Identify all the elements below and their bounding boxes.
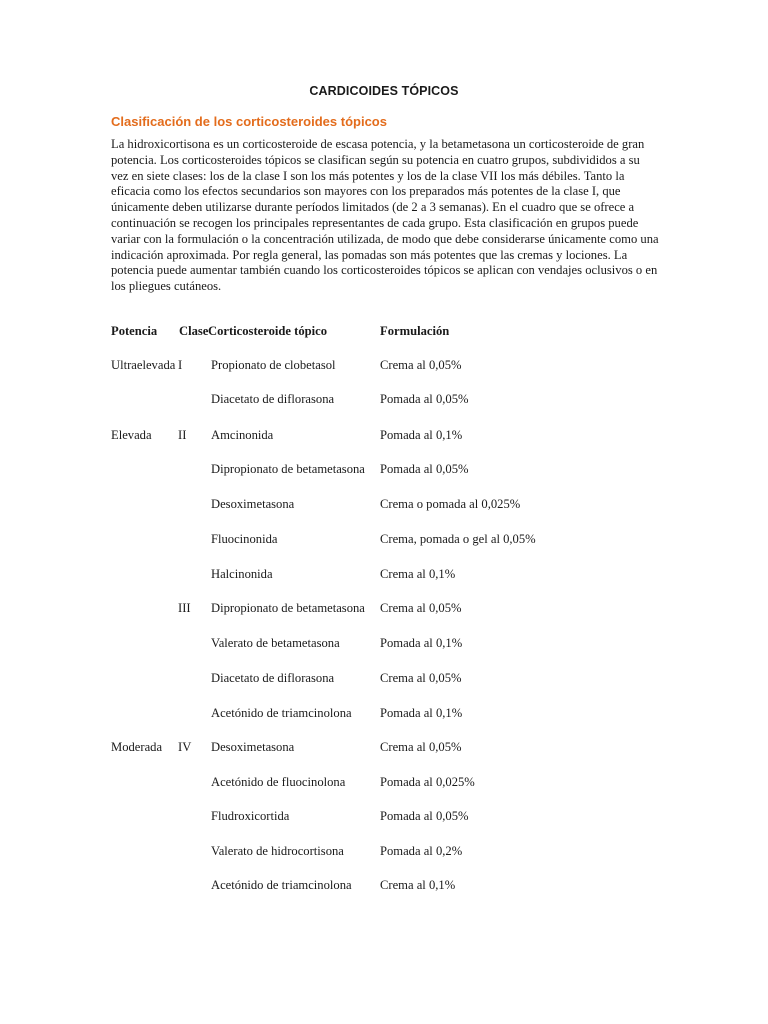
cell-clase: IV <box>178 740 192 754</box>
header-formulacion: Formulación <box>380 324 450 338</box>
table-row <box>111 390 671 408</box>
table-row <box>111 842 671 860</box>
document-title: CARDICOIDES TÓPICOS <box>309 84 459 98</box>
cell-corticosteroide: Fluocinonida <box>211 532 278 546</box>
cell-potencia: Elevada <box>111 428 152 442</box>
cell-corticosteroide: Dipropionato de betametasona <box>211 601 365 615</box>
cell-formulacion: Crema, pomada o gel al 0,05% <box>380 532 536 546</box>
header-corticosteroide: Corticosteroide tópico <box>208 324 328 338</box>
table-row <box>111 565 671 583</box>
cell-corticosteroide: Desoximetasona <box>211 740 295 754</box>
cell-clase: II <box>178 428 187 442</box>
cell-formulacion: Pomada al 0,1% <box>380 636 463 650</box>
cell-formulacion: Pomada al 0,025% <box>380 775 475 789</box>
table-row <box>111 426 671 444</box>
cell-corticosteroide: Dipropionato de betametasona <box>211 462 365 476</box>
cell-formulacion: Crema al 0,1% <box>380 567 456 581</box>
table-row <box>111 356 671 374</box>
cell-corticosteroide: Valerato de hidrocortisona <box>211 844 344 858</box>
cell-formulacion: Pomada al 0,1% <box>380 706 463 720</box>
table-header-row <box>111 322 671 340</box>
cell-corticosteroide: Acetónido de triamcinolona <box>211 878 352 892</box>
table-row <box>111 599 671 617</box>
table-row <box>111 773 671 791</box>
section-heading: Clasificación de los corticosteroides tópicos <box>111 114 387 129</box>
table-row <box>111 634 671 652</box>
table-row <box>111 704 671 722</box>
cell-clase: III <box>178 601 191 615</box>
cell-potencia: Ultraelevada <box>111 358 176 372</box>
cell-formulacion: Crema o pomada al 0,025% <box>380 497 521 511</box>
cell-corticosteroide: Diacetato de diflorasona <box>211 392 335 406</box>
intro-paragraph: La hidroxicortisona es un corticosteroide de escasa potencia, y la betametasona un corticosteroide de gran potencia. Los corticosteroides tópicos se clasifican según su potencia en cuatro grupos, subdivididos a su vez en siete clases: los de la clase I son los más potentes y los de la clase VII los más débiles. Tanto la eficacia como los efectos secundarios son mayores con los preparados más potentes de la clase I, que únicamente deben utilizarse durante períodos limitados (de 2 a 3 semanas). En el cuadro que se ofrece a continuación se recogen los principales representantes de cada grupo. Esta clasificación en grupos puede variar con la formulación o la concentración utilizada, de modo que debe considerarse únicamente como una indicación aproximada. Por regla general, las pomadas son más potentes que las cremas y lociones. La potencia puede aumentar también cuando los corticosteroides tópicos se aplican con vendajes oclusivos o en los pliegues cutáneos. <box>111 137 659 294</box>
table-row <box>111 738 671 756</box>
table-row <box>111 495 671 513</box>
cell-corticosteroide: Desoximetasona <box>211 497 295 511</box>
cell-formulacion: Crema al 0,05% <box>380 740 462 754</box>
cell-corticosteroide: Halcinonida <box>211 567 273 581</box>
cell-formulacion: Crema al 0,05% <box>380 358 462 372</box>
cell-clase: I <box>178 358 183 372</box>
cell-formulacion: Pomada al 0,05% <box>380 462 469 476</box>
cell-corticosteroide: Acetónido de triamcinolona <box>211 706 352 720</box>
cell-corticosteroide: Fludroxicortida <box>211 809 290 823</box>
cell-formulacion: Pomada al 0,1% <box>380 428 463 442</box>
table-row <box>111 530 671 548</box>
cell-corticosteroide: Acetónido de fluocinolona <box>211 775 346 789</box>
table-row <box>111 460 671 478</box>
table-row <box>111 807 671 825</box>
cell-potencia: Moderada <box>111 740 163 754</box>
cell-formulacion: Pomada al 0,05% <box>380 809 469 823</box>
cell-corticosteroide: Propionato de clobetasol <box>211 358 336 372</box>
header-clase: Clase <box>179 324 209 338</box>
cell-corticosteroide: Amcinonida <box>211 428 274 442</box>
cell-formulacion: Crema al 0,05% <box>380 671 462 685</box>
header-potencia: Potencia <box>111 324 158 338</box>
cell-corticosteroide: Diacetato de diflorasona <box>211 671 335 685</box>
table-row <box>111 669 671 687</box>
table-row <box>111 876 671 894</box>
cell-formulacion: Pomada al 0,2% <box>380 844 463 858</box>
cell-formulacion: Crema al 0,05% <box>380 601 462 615</box>
cell-formulacion: Crema al 0,1% <box>380 878 456 892</box>
cell-corticosteroide: Valerato de betametasona <box>211 636 340 650</box>
cell-formulacion: Pomada al 0,05% <box>380 392 469 406</box>
